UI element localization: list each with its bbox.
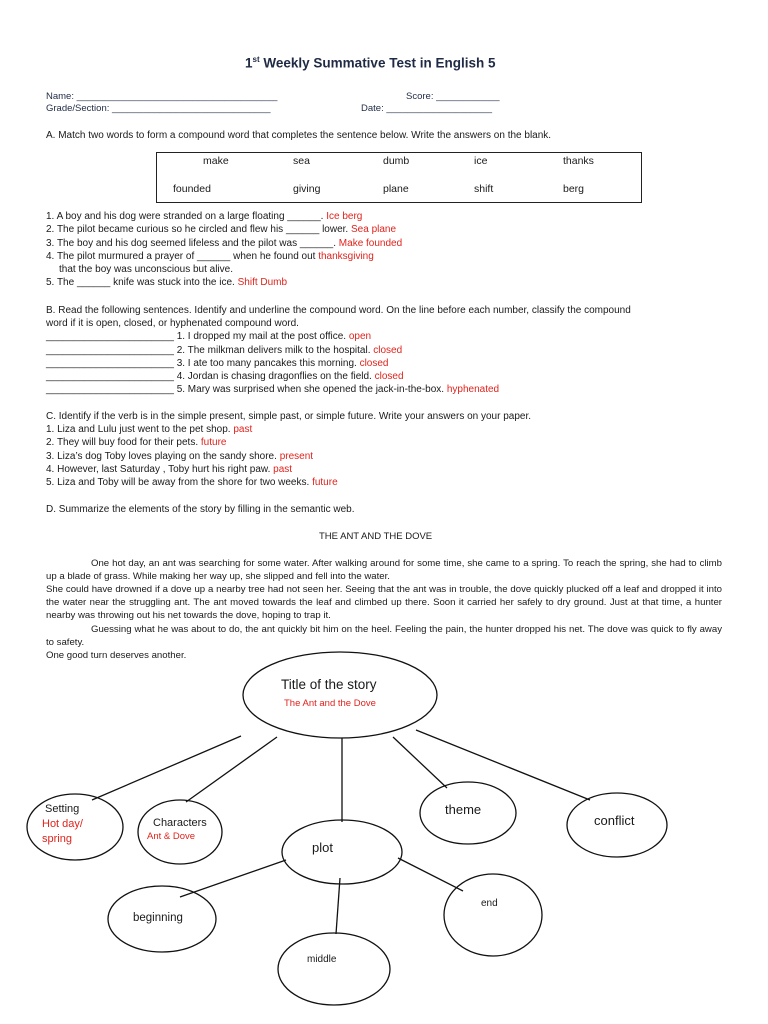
title-label: Title of the story xyxy=(281,677,377,692)
connector-line xyxy=(92,736,241,800)
answer: closed xyxy=(359,358,389,369)
setting-answer: Hot day/ xyxy=(42,818,83,830)
word-thanks: thanks xyxy=(563,155,594,167)
connector-line xyxy=(398,858,463,891)
answer: present xyxy=(279,451,314,462)
plot-label: plot xyxy=(312,840,333,855)
setting-label: Setting xyxy=(45,803,80,815)
word-dumb: dumb xyxy=(383,155,410,167)
connector-line xyxy=(416,730,590,800)
middle-label: middle xyxy=(307,954,337,965)
part-a-item-1: 1. A boy and his dog were stranded on a large floating ______. Ice berg xyxy=(46,211,363,222)
title-node xyxy=(243,652,437,738)
plot-node xyxy=(282,820,402,884)
page-title: 1st Weekly Summative Test in English 5 xyxy=(245,55,496,71)
word-make: make xyxy=(203,155,229,167)
part-b-instruction: B. Read the following sentences. Identify and underline the compound word. On the line before each number, classify the compound xyxy=(46,305,631,316)
answer: open xyxy=(348,331,372,342)
title-answer: The Ant and the Dove xyxy=(284,698,376,709)
answer: Shift Dumb xyxy=(237,277,288,288)
part-b-instruction-cont: word if it is open, closed, or hyphenated compound word. xyxy=(46,318,299,329)
part-a-instruction: A. Match two words to form a compound word that completes the sentence below. Write the answers on the blank. xyxy=(46,130,552,141)
answer: Ice berg xyxy=(326,211,363,222)
date-field: Date: ____________________ xyxy=(361,103,493,114)
answer: past xyxy=(273,464,293,475)
part-a-item-5: 5. The ______ knife was stuck into the ice. Shift Dumb xyxy=(46,277,288,288)
word-berg: berg xyxy=(563,183,585,195)
part-c-item-2: 2. They will buy food for their pets. future xyxy=(46,437,227,448)
answer: future xyxy=(200,437,227,448)
story-paragraph-2: She could have drowned if a dove up a nearby tree had not seen her. Seeing that the ant was in trouble, the dove quickly plucked off a leaf and dropped it into the water near the struggling ant. The ant moved towards the leaf and climbed up there. Soon it carried her safely to dry ground. Just at that time, a hunter nearby was throwing out his net towards the dove, hoping to trap it. xyxy=(46,584,722,621)
connector-line xyxy=(336,878,340,934)
part-b-item-4: _______________________ 4. Jordan is chasing dragonflies on the field. closed xyxy=(46,371,404,382)
theme-label: theme xyxy=(445,802,482,817)
part-c-item-3: 3. Liza’s dog Toby loves playing on the sandy shore. present xyxy=(46,451,314,462)
word-sea: sea xyxy=(293,155,310,167)
score-field: Score: ____________ xyxy=(406,91,500,102)
story-paragraph-1: One hot day, an ant was searching for some water. After walking around for some time, she came to a spring. To reach the spring, she had to climb up a blade of grass. While making her way up, she slipped and fell into the water. xyxy=(46,558,722,582)
answer: future xyxy=(312,477,338,488)
characters-label: Characters xyxy=(153,817,207,829)
word-founded: founded xyxy=(173,183,211,195)
word-box xyxy=(156,152,642,203)
part-c-item-4: 4. However, last Saturday , Toby hurt his right paw. past xyxy=(46,464,293,475)
part-a-item-4-cont: that the boy was unconscious but alive. xyxy=(59,264,233,275)
answer: thanksgiving xyxy=(318,251,374,262)
part-a-item-2: 2. The pilot became curious so he circled and flew his ______ lower. Sea plane xyxy=(46,224,397,235)
part-d-instruction: D. Summarize the elements of the story by filling in the semantic web. xyxy=(46,504,355,515)
word-shift: shift xyxy=(474,183,494,195)
connector-line xyxy=(186,737,277,802)
part-b-item-1: _______________________ 1. I dropped my mail at the post office. open xyxy=(46,331,372,342)
connector-line xyxy=(393,737,447,788)
part-b-item-2: _______________________ 2. The milkman delivers milk to the hospital. closed xyxy=(46,345,403,356)
characters-answer: Ant & Dove xyxy=(147,831,196,842)
name-field: Name: ______________________________________ xyxy=(46,91,278,102)
part-c-instruction: C. Identify if the verb is in the simple present, simple past, or simple future. Write your answers on your paper. xyxy=(46,411,532,422)
part-b-item-3: _______________________ 3. I ate too many pancakes this morning. closed xyxy=(46,358,389,369)
part-b-item-5: _______________________ 5. Mary was surprised when she opened the jack-in-the-box. hyphenated xyxy=(46,384,500,395)
connector-line xyxy=(180,860,286,897)
part-c-item-1: 1. Liza and Lulu just went to the pet shop. past xyxy=(46,424,253,435)
answer: Sea plane xyxy=(351,224,397,235)
end-node xyxy=(444,874,542,956)
story-paragraph-3: Guessing what he was about to do, the ant quickly bit him on the heel. Feeling the pain, the hunter dropped his net. The dove was quick to fly away to safety. xyxy=(46,624,722,648)
answer: past xyxy=(233,424,253,435)
setting-answer-cont: spring xyxy=(42,833,72,845)
answer: Make founded xyxy=(338,238,403,249)
word-ice: ice xyxy=(474,155,488,167)
answer: closed xyxy=(374,371,404,382)
part-c-item-5: 5. Liza and Toby will be away from the shore for two weeks. future xyxy=(46,477,338,488)
word-giving: giving xyxy=(293,183,321,195)
story-title: THE ANT AND THE DOVE xyxy=(319,531,433,542)
beginning-label: beginning xyxy=(133,912,183,924)
story-moral: One good turn deserves another. xyxy=(46,650,187,661)
answer: closed xyxy=(373,345,403,356)
answer: hyphenated xyxy=(446,384,500,395)
end-label: end xyxy=(481,898,498,909)
word-plane: plane xyxy=(383,183,409,195)
conflict-label: conflict xyxy=(594,813,635,828)
grade-section-field: Grade/Section: ______________________________ xyxy=(46,103,271,114)
part-a-item-3: 3. The boy and his dog seemed lifeless and the pilot was ______. Make founded xyxy=(46,238,403,249)
middle-node xyxy=(278,933,390,1005)
part-a-item-4: 4. The pilot murmured a prayer of ______ when he found out thanksgiving xyxy=(46,251,374,262)
